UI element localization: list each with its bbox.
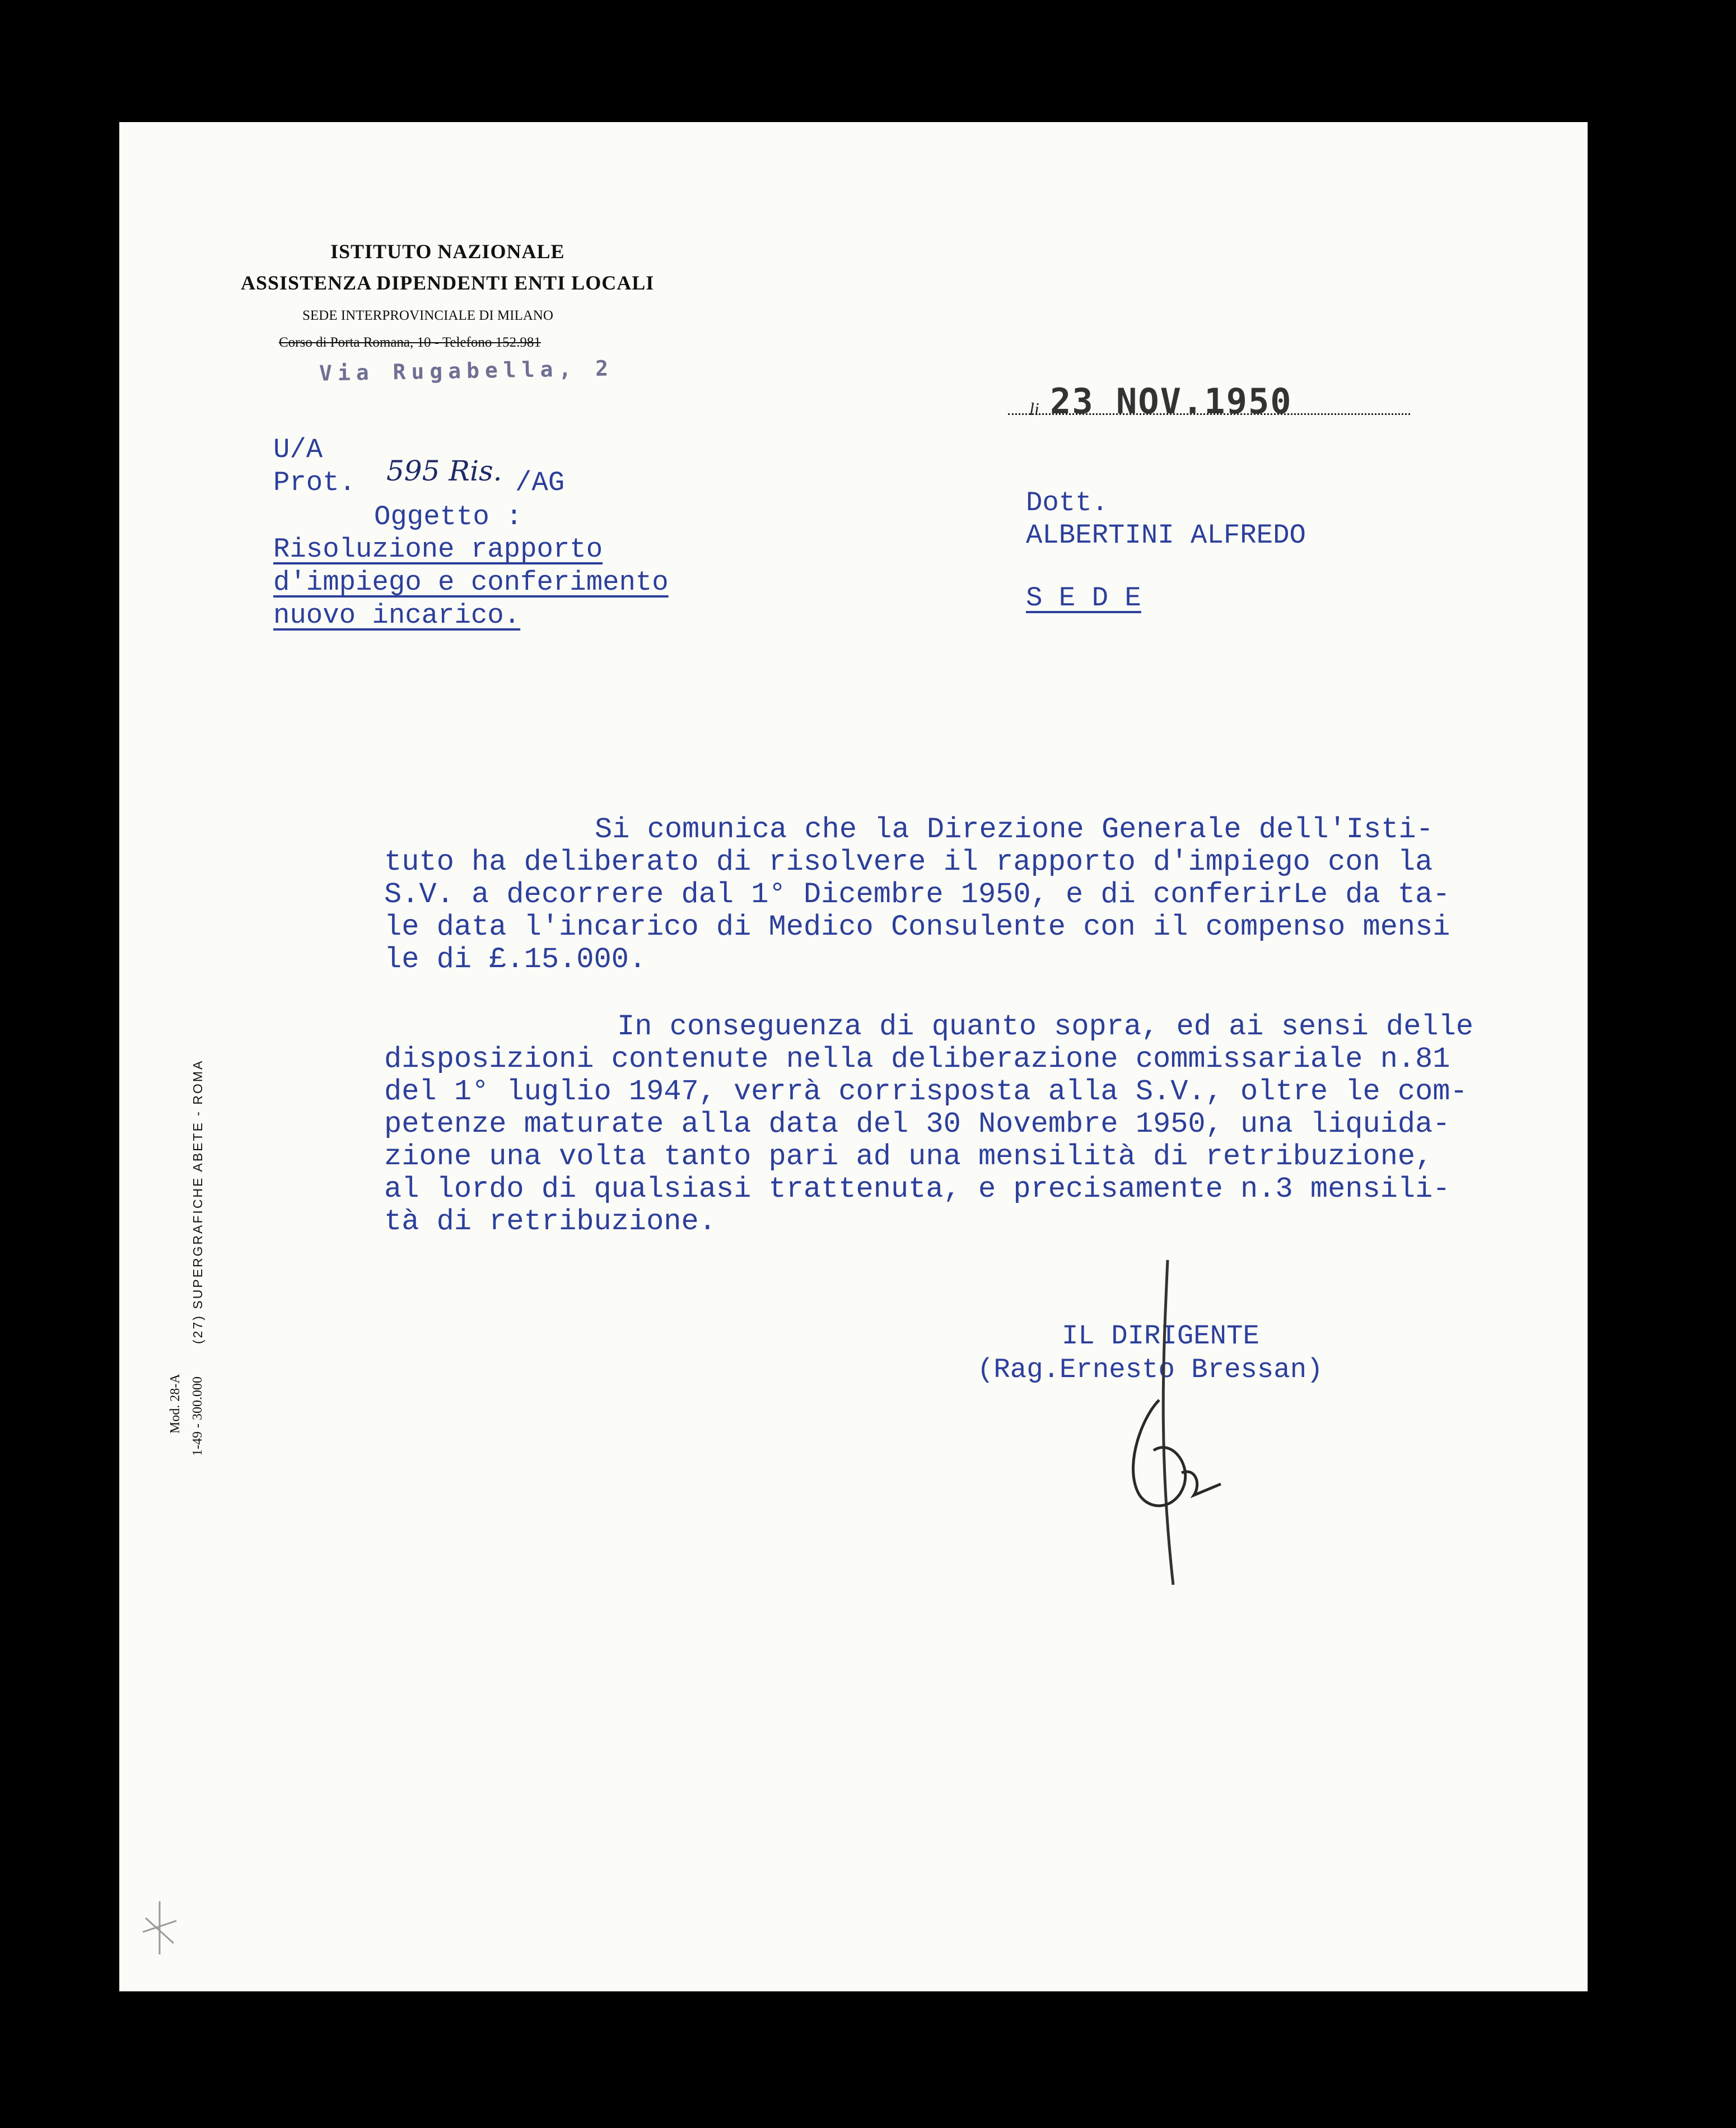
letterhead-line3: SEDE INTERPROVINCIALE DI MILANO [302,308,553,323]
body-line: S.V. a decorrere dal 1° Dicembre 1950, e di conferirLe da ta- [384,878,1450,911]
subject-label: Oggetto : [374,501,522,533]
date-stamp: 23 NOV.1950 [1050,381,1292,422]
subject-line: nuovo incarico. [273,600,521,631]
body-line: al lordo di qualsiasi trattenuta, e precisamente n.3 mensili- [384,1173,1450,1206]
body-line: zione una volta tanto pari ad una mensilità di retribuzione, [384,1140,1433,1173]
subject-line: Risoluzione rapporto [273,534,603,565]
body-line: tà di retribuzione. [384,1205,716,1238]
body-line: disposizioni contenute nella deliberazione commissariale n.81 [384,1043,1450,1076]
pencil-mark [134,1898,185,1960]
office-code: U/A [273,434,323,465]
body-line: tuto ha deliberato di risolvere il rapporto d'impiego con la [384,846,1433,879]
handwritten-signature [1092,1249,1249,1596]
new-address-stamp: Via Rugabella, 2 [319,356,614,386]
recipient-name: ALBERTINI ALFREDO [1026,520,1306,551]
signatory-role: IL DIRIGENTE [1062,1320,1259,1352]
letterhead-line2: ASSISTENZA DIPENDENTI ENTI LOCALI [241,272,655,294]
signatory-name: (Rag.Ernesto Bressan) [977,1354,1323,1385]
recipient-title: Dott. [1026,487,1109,519]
body-line: del 1° luglio 1947, verrà corrisposta alla S.V., oltre le com- [384,1075,1468,1108]
body-line: le di £.15.000. [384,943,647,976]
letterhead-old-address: Corso di Porta Romana, 10 - Telefono 152.981 [279,335,541,350]
body-line: petenze maturate alla data del 30 Novembre 1950, una liquida- [384,1108,1450,1141]
form-code: Mod. 28-A [168,1374,183,1434]
body-line: Si comunica che la Direzione Generale dell'Isti- [595,813,1434,846]
body-line: In conseguenza di quanto sopra, ed ai sensi delle [617,1010,1474,1043]
print-run: 1-49 - 300.000 [190,1376,205,1456]
body-line: le data l'incarico di Medico Consulente con il compenso mensi [384,911,1450,944]
date-dotted-line [1008,413,1410,415]
prot-number-handwritten: 595 Ris. [386,455,502,487]
prot-suffix: /AG [515,467,565,498]
date-prefix: li [1029,399,1039,419]
printer-imprint: (27) SUPERGRAFICHE ABETE - ROMA [190,1059,205,1344]
subject-line: d'impiego e conferimento [273,567,669,598]
recipient-location: S E D E [1026,582,1141,614]
prot-label: Prot. [273,467,356,498]
letterhead-line1: ISTITUTO NAZIONALE [330,240,565,263]
